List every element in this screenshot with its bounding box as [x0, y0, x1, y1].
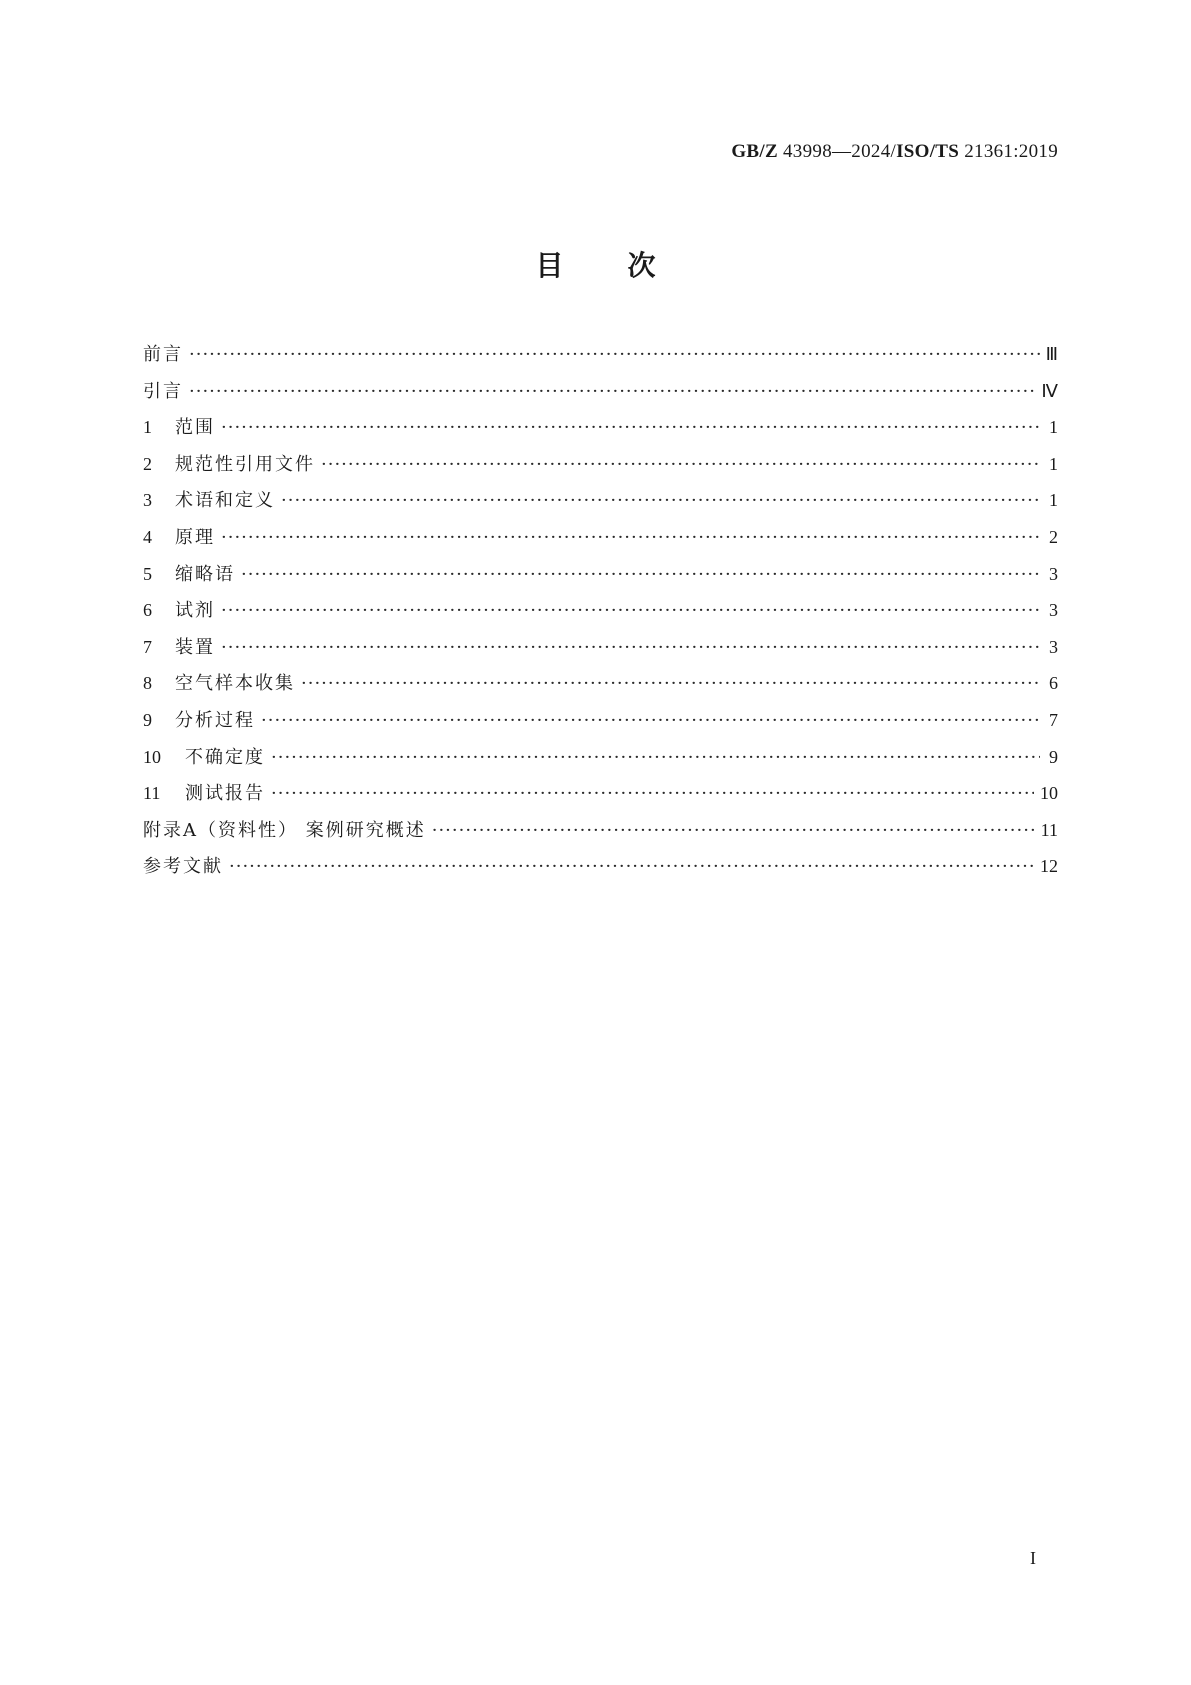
toc-entry-foreword[interactable] — [143, 336, 1058, 373]
doc-code-iso: ISO/TS — [896, 141, 960, 162]
toc-leader-dots — [281, 483, 1040, 520]
page-number: I — [1030, 1548, 1036, 1568]
toc-section-number: 9 — [143, 709, 152, 730]
toc-page-number: Ⅳ — [1041, 380, 1058, 401]
toc-entry-abbreviations[interactable] — [143, 556, 1058, 593]
toc-entry-scope[interactable] — [143, 409, 1058, 446]
toc-entry-reagents[interactable] — [143, 592, 1058, 629]
toc-section-number: 4 — [143, 526, 152, 547]
toc-label: 参考文献 — [143, 856, 223, 878]
toc-leader-dots — [261, 703, 1040, 740]
toc-label: 原理 — [175, 526, 215, 548]
toc-page-number: Ⅲ — [1045, 344, 1058, 364]
toc-page-number: 6 — [1049, 673, 1058, 694]
toc-label: 空气样本收集 — [175, 673, 295, 695]
toc-label: 试剂 — [175, 600, 215, 622]
doc-code-number: 43998—2024/ — [783, 141, 897, 162]
toc-page-number: 1 — [1049, 490, 1058, 511]
table-of-contents — [143, 336, 1058, 885]
toc-entry-bibliography[interactable] — [143, 848, 1058, 885]
toc-entry-apparatus[interactable] — [143, 629, 1058, 666]
doc-code-prefix: GB/Z — [731, 141, 778, 162]
toc-section-number: 2 — [143, 453, 152, 474]
toc-leader-dots — [271, 740, 1040, 777]
toc-label: 缩略语 — [175, 563, 235, 585]
toc-section-number: 10 — [143, 746, 161, 767]
toc-label: 术语和定义 — [175, 490, 275, 512]
toc-label: 不确定度 — [185, 746, 265, 768]
toc-page-number: 10 — [1040, 783, 1058, 804]
toc-label: 范围 — [175, 417, 215, 439]
doc-code-iso-number: 21361:2019 — [964, 141, 1058, 162]
toc-label: 分析过程 — [175, 709, 255, 731]
toc-leader-dots — [189, 337, 1040, 374]
toc-leader-dots — [221, 630, 1040, 667]
toc-label: 附录A（资料性） 案例研究概述 — [143, 819, 426, 841]
toc-section-number: 1 — [143, 417, 152, 438]
toc-page-number: 9 — [1049, 746, 1058, 767]
toc-leader-dots — [432, 813, 1035, 850]
toc-page-number: 11 — [1040, 819, 1058, 840]
toc-page-number: 1 — [1049, 453, 1058, 474]
page-title: 目次 — [535, 249, 720, 282]
toc-leader-dots — [229, 849, 1034, 886]
toc-label: 测试报告 — [185, 783, 265, 805]
toc-section-number: 7 — [143, 636, 152, 657]
toc-leader-dots — [321, 447, 1040, 484]
toc-section-number: 3 — [143, 490, 152, 511]
toc-leader-dots — [189, 374, 1035, 411]
document-code — [731, 141, 1058, 163]
toc-entry-test-report[interactable] — [143, 775, 1058, 812]
toc-page-number: 3 — [1049, 636, 1058, 657]
toc-leader-dots — [271, 776, 1034, 813]
toc-section-number: 8 — [143, 673, 152, 694]
toc-page-number: 3 — [1049, 563, 1058, 584]
toc-page-number: 3 — [1049, 600, 1058, 621]
toc-entry-uncertainty[interactable] — [143, 739, 1058, 776]
toc-leader-dots — [221, 593, 1040, 630]
toc-page-number: 7 — [1049, 709, 1058, 730]
toc-section-number: 6 — [143, 600, 152, 621]
toc-page-number: 12 — [1040, 856, 1058, 877]
toc-leader-dots — [221, 410, 1040, 447]
toc-label: 装置 — [175, 636, 215, 658]
toc-section-number: 11 — [143, 783, 161, 804]
toc-entry-air-sample-collection[interactable] — [143, 665, 1058, 702]
toc-label: 引言 — [143, 380, 183, 402]
toc-leader-dots — [241, 557, 1040, 594]
toc-leader-dots — [301, 666, 1040, 703]
toc-leader-dots — [221, 520, 1040, 557]
toc-entry-introduction[interactable] — [143, 373, 1058, 410]
toc-label: 前言 — [143, 344, 183, 365]
toc-entry-principle[interactable] — [143, 519, 1058, 556]
toc-section-number: 5 — [143, 563, 152, 584]
toc-label: 规范性引用文件 — [175, 453, 315, 475]
toc-page-number: 1 — [1049, 417, 1058, 438]
toc-entry-terms-definitions[interactable] — [143, 482, 1058, 519]
toc-page-number: 2 — [1049, 526, 1058, 547]
toc-entry-normative-references[interactable] — [143, 446, 1058, 483]
toc-entry-analysis-procedure[interactable] — [143, 702, 1058, 739]
toc-entry-annex-a[interactable] — [143, 812, 1058, 849]
